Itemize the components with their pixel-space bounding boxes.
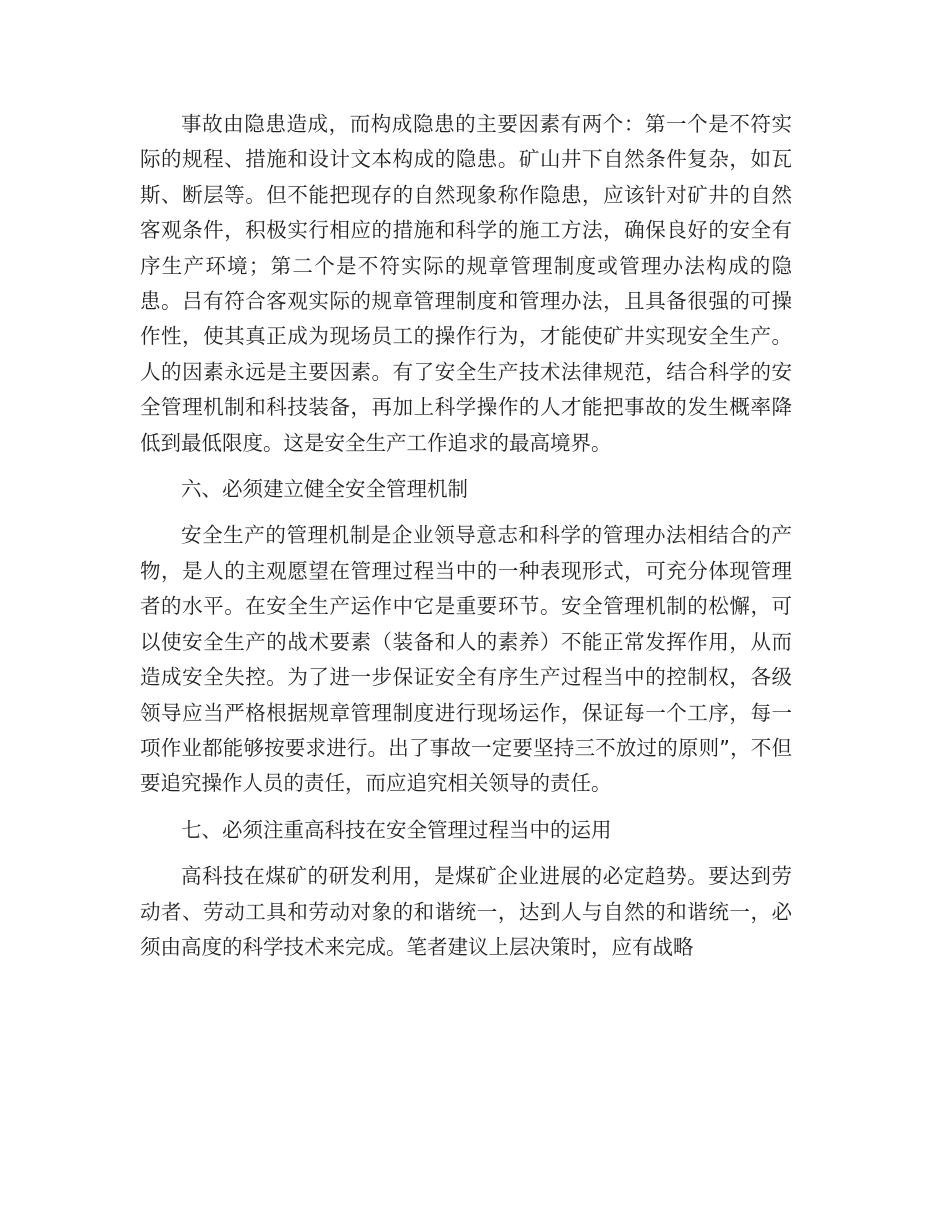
paragraph-spacer — [140, 507, 792, 518]
section-heading-7: 七、必须注重高科技在安全管理过程当中的运用 — [181, 817, 612, 842]
paragraph-spacer — [140, 848, 792, 859]
paragraph-spacer — [140, 461, 792, 472]
paragraph-management-mechanism: 安全生产的管理机制是企业领导意志和科学的管理办法相结合的产物，是人的主观愿望在管理过程当中的一种表现形式，可充分体现管理者的水平。在安全生产运作中它是重要环节。安全管理机制的松懈，可以使安全生产的战术要素（装备和人的素养）不能正常发挥作用，从而造成安全失控。为了进一步保证安全有序生产过程当中的控制权，各级领导应当严格根据规章管理制度进行现场运作，保证每一个工序，每一项作业都能够按要求进行。出了事故一定要坚持三不放过的原则”，不但要追究操作人员的责任，而应追究相关领导的责任。 — [140, 523, 792, 796]
paragraph-hazards: 事故由隐患造成，而构成隐患的主要因素有两个：第一个是不符实际的规程、措施和设计文本构成的隐患。矿山井下自然条件复杂，如瓦斯、断层等。但不能把现存的自然现象称作隐患，应该针对矿井的自然客观条件，积极实行相应的措施和科学的施工方法，确保良好的安全有序生产环境；第二个是不符实际的规章管理制度或管理办法构成的隐患。吕有符合客观实际的规章管理制度和管理办法，且具备很强的可操作性，使其真正成为现场员工的操作行为，才能使矿井实现安全生产。人的因素永远是主要因素。有了安全生产技术法律规范，结合科学的安全管理机制和科技装备，再加上科学操作的人才能把事故的发生概率降低到最低限度。这是安全生产工作追求的最高境界。 — [140, 112, 792, 455]
paragraph-high-tech: 高科技在煤矿的研发利用，是煤矿企业进展的必定趋势。要达到劳动者、劳动工具和劳动对象的和谐统一，达到人与自然的和谐统一，必须由高度的科学技术来完成。笔者建议上层决策时，应有战略 — [140, 864, 792, 959]
paragraph-spacer — [140, 802, 792, 813]
document-body — [140, 107, 792, 965]
section-heading-6: 六、必须建立健全安全管理机制 — [181, 477, 468, 502]
